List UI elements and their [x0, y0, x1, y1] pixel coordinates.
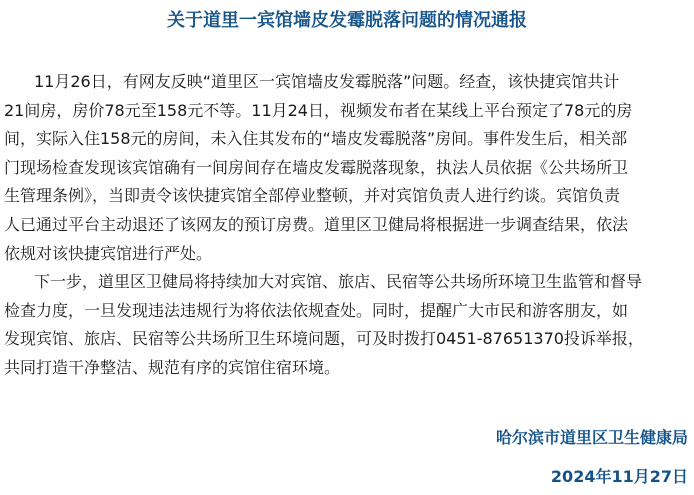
issuing-organization: 哈尔滨市道里区卫生健康局 [495, 428, 688, 447]
paragraph-1-line: 依规对该快捷宾馆进行严处。 [4, 243, 213, 263]
paragraph-2-line: 检查力度，一旦发现违法违规行为将依法依规查处。同时，提醒广大市民和游客朋友，如 [4, 300, 629, 320]
notice-title: 关于道里一宾馆墙皮发霉脱落问题的情况通报 [167, 10, 527, 31]
paragraph-1-line: 间，实际入住158元的房间，未入住其发布的“墙皮发霉脱落”房间。事件发生后，相关部 [4, 129, 628, 149]
paragraph-2-line: 发现宾馆、旅店、民宿等公共场所卫生环境问题，可及时拨打0451-87651370投诉举报， [4, 329, 644, 349]
paragraph-1-line: 生管理条例》，当即责令该快捷宾馆全部停业整顿，并对宾馆负责人进行约谈。宾馆负责 [4, 186, 621, 206]
paragraph-1-line: 门现场检查发现该宾馆确有一间房间存在墙皮发霉脱落现象，执法人员依据《公共场所卫 [4, 157, 629, 177]
issue-date: 2024年11月27日 [550, 467, 688, 486]
paragraph-1-line: 21间房，房价78元至158元不等。11月24日，视频发布者在某线上平台预定了78元的房 [4, 100, 633, 120]
paragraph-2-line: 下一步，道里区卫健局将持续加大对宾馆、旅店、民宿等公共场所环境卫生监管和督导 [34, 272, 643, 292]
paragraph-2-line: 共同打造干净整洁、规范有序的宾馆住宿环境。 [4, 357, 341, 377]
notice-body [4, 68, 690, 383]
signature-block [496, 426, 688, 489]
paragraph-1-line: 11月26日，有网友反映“道里区一宾馆墙皮发霉脱落”问题。经查，该快捷宾馆共计 [34, 72, 620, 91]
paragraph-1-line: 人已通过平台主动退还了该网友的预订房费。道里区卫健局将根据进一步调查结果，依法 [4, 214, 629, 234]
